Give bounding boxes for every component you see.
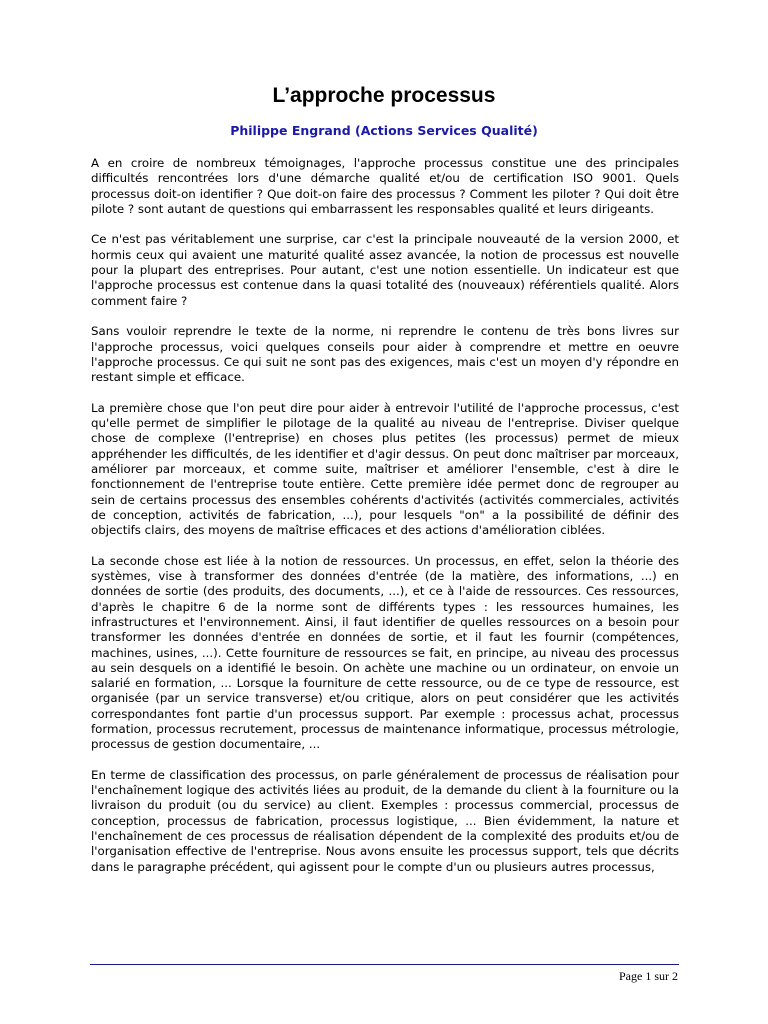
document-body xyxy=(91,156,679,890)
paragraph-classification: En terme de classification des processus, on parle généralement de processus de réalisation pour l'enchaînement logique des activités liées au produit, de la demande du client à la fourniture ou la livraison du produit (ou du service) au client. Exemples : processus commercial, processus de conception, processus de fabrication, processus logistique, ... Bien évidemment, la nature et l'enchaînement de ces processus de réalisation dépendent de la complexité des produits et/ou de l'organisation effective de l'entreprise. Nous avons ensuite les processus support, tels que décrits dans le paragraphe précédent, qui agissent pour le compte d'un ou plusieurs autres processus, xyxy=(91,767,679,874)
document-title: L’approche processus xyxy=(272,84,496,107)
document-author: Philippe Engrand (Actions Services Qualité) xyxy=(230,123,538,138)
page-number: Page 1 sur 2 xyxy=(619,969,678,983)
paragraph-conseils: Sans vouloir reprendre le texte de la norme, ni reprendre le contenu de très bons livres sur l'approche processus, voici quelques conseils pour aider à comprendre et mettre en oeuvre l'approche processus. Ce qui suit ne sont pas des exigences, mais c'est un moyen d'y répondre en restant simple et efficace. xyxy=(91,324,679,385)
paragraph-version-2000: Ce n'est pas véritablement une surprise, car c'est la principale nouveauté de la version 2000, et hormis ceux qui avaient une maturité qualité assez avancée, la notion de processus est nouvelle pour la plupart des entreprises. Pour autant, c'est une notion essentielle. Un indicateur est que l'approche processus est contenue dans la quasi totalité des (nouveaux) référentiels qualité. Alors comment faire ? xyxy=(91,232,679,308)
paragraph-intro: A en croire de nombreux témoignages, l'approche processus constitue une des principales difficultés rencontrées lors d'une démarche qualité et/ou de certification ISO 9001. Quels processus doit-on identifier ? Que doit-on faire des processus ? Comment les piloter ? Qui doit être pilote ? sont autant de questions qui embarrassent les responsables qualité et leurs dirigeants. xyxy=(91,156,679,216)
paragraph-pilotage: La première chose que l'on peut dire pour aider à entrevoir l'utilité de l'approche processus, c'est qu'elle permet de simplifier le pilotage de la qualité au niveau de l'entreprise. Diviser quelque chose de complexe (l'entreprise) en choses plus petites (les processus) permet de mieux appréhender les difficultés, de les identifier et d'agir dessus. On peut donc maîtriser par morceaux, améliorer par morceaux, et comme suite, maîtriser et améliorer l'ensemble, c'est à dire le fonctionnement de l'entreprise toute entière. Cette première idée permet donc de regrouper au sein de certains processus des ensembles cohérents d'activités (activités commerciales, activités de conception, activités de fabrication, ...), pour lesquels "on" a la possibilité de définir des objectifs clairs, des moyens de maîtrise efficaces et des actions d'amélioration ciblées. xyxy=(91,400,679,538)
paragraph-ressources: La seconde chose est liée à la notion de ressources. Un processus, en effet, selon la théorie des systèmes, vise à transformer des données d'entrée (de la matière, des informations, ...) en données de sortie (des produits, des documents, ...), et ce à l'aide de ressources. Ces ressources, d'après le chapitre 6 de la norme sont de différents types : les ressources humaines, les infrastructures et l'environnement. Ainsi, il faut identifier de quelles ressources on a besoin pour transformer les données d'entrée en données de sortie, et il faut les fournir (compétences, machines, usines, ...). Cette fourniture de ressources se fait, en principe, au niveau des processus au sein desquels on a identifié le besoin. On achète une machine ou un ordinateur, on envoie un salarié en formation, ... Lorsque la fourniture de cette ressource, ou de ce type de ressource, est organisée (par un service transverse) et/ou critique, alors on peut considérer que les activités correspondantes font partie d'un processus support. Par exemple : processus achat, processus formation, processus recrutement, processus de maintenance informatique, processus métrologie, processus de gestion documentaire, ... xyxy=(91,553,679,752)
footer-divider xyxy=(90,964,679,965)
